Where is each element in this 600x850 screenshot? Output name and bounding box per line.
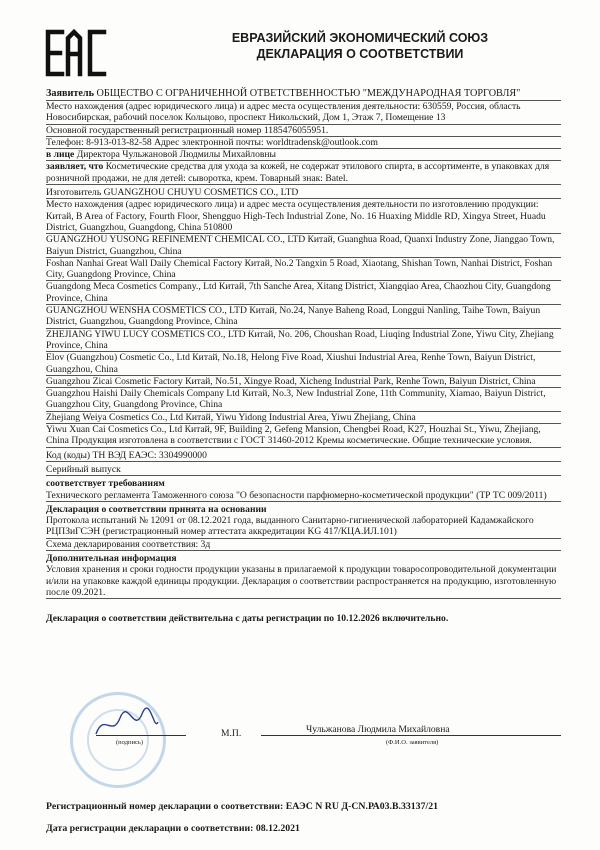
manufacturer-intro: Изготовитель GUANGZHOU CHUYU COSMETICS CO., LTD [46,187,561,199]
additional-label: Дополнительная информация [46,552,177,564]
person-name: Директора Чульжановой Людмилы Михайловны [76,149,276,161]
document-header [150,30,570,62]
declares-label: заявляет, что [46,161,104,173]
basis-scheme: Схема декларирования соответствия: 3д [46,539,561,551]
manufacturer-item: Guangzhou Zicai Cosmetic Factory Китай, No.51, Xingye Road, Xicheng Industrial Park, Renhe Town, Baiyun District, China [46,376,561,388]
basis-label: Декларация о соответствии принята на основании [46,503,267,515]
applicant-name: ОБЩЕСТВО С ОГРАНИЧЕННОЙ ОТВЕТСТВЕННОСТЬЮ "МЕЖДУНАРОДНАЯ ТОРГОВЛЯ" [96,88,521,99]
manufacturer-item: Zhejiang Weiya Cosmetics Co., Ltd Китай, Yiwu Yidong Industrial Area, Yiwu Zhejiang, China [46,412,561,424]
applicant-person [46,149,561,161]
person-label: в лице [46,149,75,161]
applicant-label: Заявитель [46,88,94,99]
applicant-address: Место нахождения (адрес юридического лица) и адрес места осуществления деятельности: 630559, Россия, область Новосибирская, рабочий поселок Кольцово, проспект Никольский, Дом 1, Этаж 7, Помещение 13 [46,101,561,125]
signature-caption: (подпись) [116,739,143,746]
serial-release: Серийный выпуск [46,464,561,476]
declares-line [46,161,561,185]
signer-caption: (Ф.И.О. заявителя) [386,739,439,746]
manufacturer-item: Место нахождения (адрес юридического лица) и адрес места осуществления деятельности по изготовлению продукции: Китай, B Area of Factory, Fourth Floor, Shengguo High-Tech Industrial Zone, No. 16 Huaxing Middle RD, Xingya Street, Huadu District, Guangzhou, Guangdong, China 510800 [46,199,561,234]
tnved-code: Код (коды) ТН ВЭД ЕАЭС: 3304990000 [46,450,561,462]
signature-line [96,735,186,736]
registration-date: Дата регистрации декларации о соответствии: 08.12.2021 [46,823,300,834]
applicant-contacts: Телефон: 8-913-013-82-58 Адрес электронной почты: worldtradensk@outlook.com [46,137,561,149]
requirements-label: соответствует требованиям [46,478,165,490]
signature-block [46,718,561,768]
applicant-line [46,88,561,101]
seal-mark: М.П. [221,728,242,739]
manufacturer-item: Yiwu Xuan Cai Cosmetics Co., Ltd Китай, 9F, Building 2, Gefeng Mansion, Chengbei Road, K27, Houzhai St., Yiwu, Zhejiang, China Продукция изготовлена в соответствии с ГОСТ 31460-2012 Кремы косметические. Общие технические условия. [46,424,561,448]
declares-text: Косметические средства для ухода за кожей, не содержат этилового спирта, в ассортименте, в упаковках для розничной продажи, не для детей: сыворотка, крем. Товарный знак: Batel. [46,161,550,184]
manufacturer-item: Elov (Guangzhou) Cosmetic Co., Ltd Китай, No.18, Helong Five Road, Xiushui Industrial Area, Renhe Town, Baiyun District, Guangzhou, China [46,352,561,376]
manufacturer-item: Guangdong Meca Cosmetics Company., Ltd Китай, 7th Sanche Area, Xitang District, Xiangqiao Area, Chaozhou City, Guangdong Province, China [46,281,561,305]
manufacturer-item: Foshan Nanhai Great Wall Daily Chemical Factory Китай, No.2 Tangxin 5 Road, Xiaotang, Shishan Town, Nanhai District, Foshan City, Guangdong Province, China [46,258,561,282]
registration-number: Регистрационный номер декларации о соответствии: ЕАЭС N RU Д-CN.РА03.В.33137/21 [46,801,438,812]
additional-text: Условия хранения и сроки годности продукции указаны в прилагаемой к продукции товаросопроводительной документации и/или на упаковке каждой единицы продукции. Декларация о соответствии распространяется на продукцию, изготовленную после 09.2021. [46,564,561,599]
manufacturer-item: ZHEJIANG YIWU LUCY COSMETICS CO., LTD Китай, No. 206, Choushan Road, Liuqing Industrial Zone, Yiwu City, Zhejiang Province, China [46,329,561,353]
signer-name: Чульжанова Людмила Михайловна [306,724,450,735]
applicant-ogrn: Основной государственный регистрационный номер 1185476055951. [46,125,561,137]
eac-logo-icon [44,28,110,78]
signer-line [261,735,561,736]
requirements-text: Технического регламента Таможенного союза "О безопасности парфюмерно-косметической продукции" (ТР ТС 009/2011) [46,490,561,502]
manufacturer-item: GUANGZHOU YUSONG REFINEMENT CHEMICAL CO., LTD Китай, Guanghua Road, Quanxi Industry Zone, Jianggao Town, Baiyun District, Guangzhou, China [46,234,561,258]
document-title: ДЕКЛАРАЦИЯ О СООТВЕТСТВИИ [256,47,464,61]
manufacturer-item: Guangzhou Haishi Daily Chemicals Company Ltd Китай, No.3, New Industrial Zone, 11th Community, Xiamao, Baiyun District, Guangzhou City, Guangdong Province, China [46,388,561,412]
declaration-body [46,88,561,624]
manufacturer-item: GUANGZHOU WENSHA COSMETICS CO., LTD Китай, No.24, Nanye Baheng Road, Longgui Nanling, Taihe Town, Baiyun District, Guangzhou, Guangdong Province, China [46,305,561,329]
basis-text: Протокола испытаний № 12091 от 08.12.2021 года, выданного Санитарно-гигиенической лабораторией Кадамжайского РЦПЗиГСЭН (регистрационный номер аттестата аккредитации KG 417/КЦА.ИЛ.101) [46,515,561,539]
union-name: ЕВРАЗИЙСКИЙ ЭКОНОМИЧЕСКИЙ СОЮЗ [231,31,489,45]
validity-statement: Декларация о соответствии действительна с даты регистрации по 10.12.2026 включительно. [46,613,449,625]
